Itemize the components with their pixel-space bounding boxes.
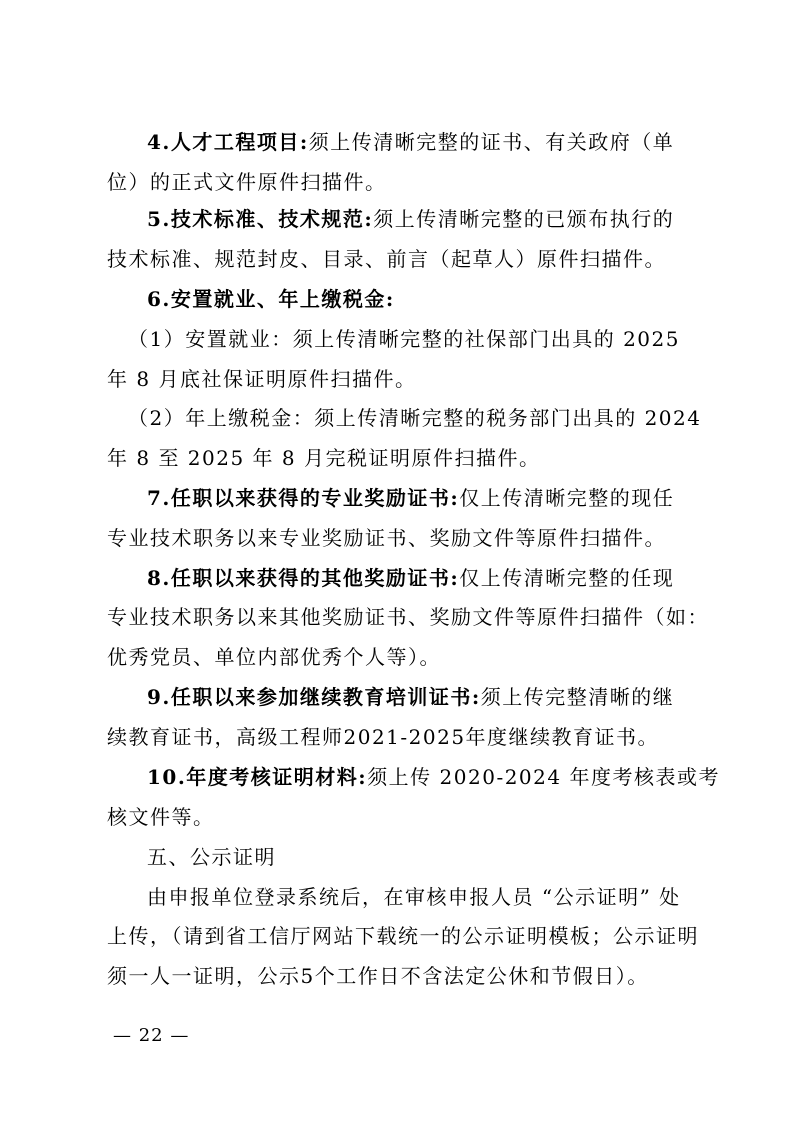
item-8-line-2: 专业技术职务以来其他奖励证书、奖励文件等原件扫描件（如： <box>107 605 709 629</box>
item-7-line-2: 专业技术职务以来专业奖励证书、奖励文件等原件扫描件。 <box>107 526 666 550</box>
item-4-line-1 <box>147 128 687 156</box>
item-4-line-2: 位）的正式文件原件扫描件。 <box>107 170 387 194</box>
item-8-text: 仅上传清晰完整的任现 <box>459 566 675 590</box>
item-5-heading: 5.技术标准、技术规范: <box>147 207 374 231</box>
item-10-line-1 <box>147 763 720 791</box>
item-5-text: 须上传清晰完整的已颁布执行的 <box>373 207 675 231</box>
item-8-line-1 <box>147 564 687 592</box>
item-6-sub-2-line-1: （2）年上缴税金：须上传清晰完整的税务部门出具的 2024 <box>128 406 702 430</box>
item-6-sub-1-line-1: （1）安置就业：须上传清晰完整的社保部门出具的 2025 <box>128 327 680 351</box>
item-8-line-3: 优秀党员、单位内部优秀个人等）。 <box>107 645 441 669</box>
item-4-text: 须上传清晰完整的证书、有关政府（单 <box>308 130 675 154</box>
item-9-line-1 <box>147 683 687 711</box>
item-5-line-1 <box>147 205 687 233</box>
item-10-line-2: 核文件等。 <box>107 805 215 829</box>
section-5-line-3: 须一人一证明，公示5个工作日不含法定公休和节假日）。 <box>107 964 649 988</box>
item-7-text: 仅上传清晰完整的现任 <box>459 486 675 510</box>
item-6-sub-1-line-2: 年 8 月底社保证明原件扫描件。 <box>107 367 417 391</box>
page-number: — 22 — <box>113 1025 190 1046</box>
section-5-line-1: 由申报单位登录系统后，在审核申报人员 “公示证明” 处 <box>147 885 681 909</box>
item-7-line-1 <box>147 484 687 512</box>
item-5-line-2: 技术标准、规范封皮、目录、前言（起草人）原件扫描件。 <box>107 247 666 271</box>
item-4-heading: 4.人才工程项目: <box>147 130 309 154</box>
item-6-heading: 6.安置就业、年上缴税金: <box>147 287 395 311</box>
item-9-heading: 9.任职以来参加继续教育培训证书: <box>147 685 481 709</box>
item-7-heading: 7.任职以来获得的专业奖励证书: <box>147 486 460 510</box>
item-8-heading: 8.任职以来获得的其他奖励证书: <box>147 566 460 590</box>
section-5-line-2: 上传，（请到省工信厅网站下载统一的公示证明模板；公示证明 <box>107 924 699 948</box>
item-10-heading: 10.年度考核证明材料: <box>147 765 368 789</box>
section-5-title: 五、公示证明 <box>147 845 276 869</box>
item-9-text: 须上传完整清晰的继 <box>480 685 675 709</box>
item-6-sub-2-line-2: 年 8 至 2025 年 8 月完税证明原件扫描件。 <box>107 446 541 470</box>
item-9-line-2: 续教育证书，高级工程师2021-2025年度继续教育证书。 <box>107 725 660 749</box>
item-10-text: 须上传 2020-2024 年度考核表或考 <box>367 765 720 789</box>
